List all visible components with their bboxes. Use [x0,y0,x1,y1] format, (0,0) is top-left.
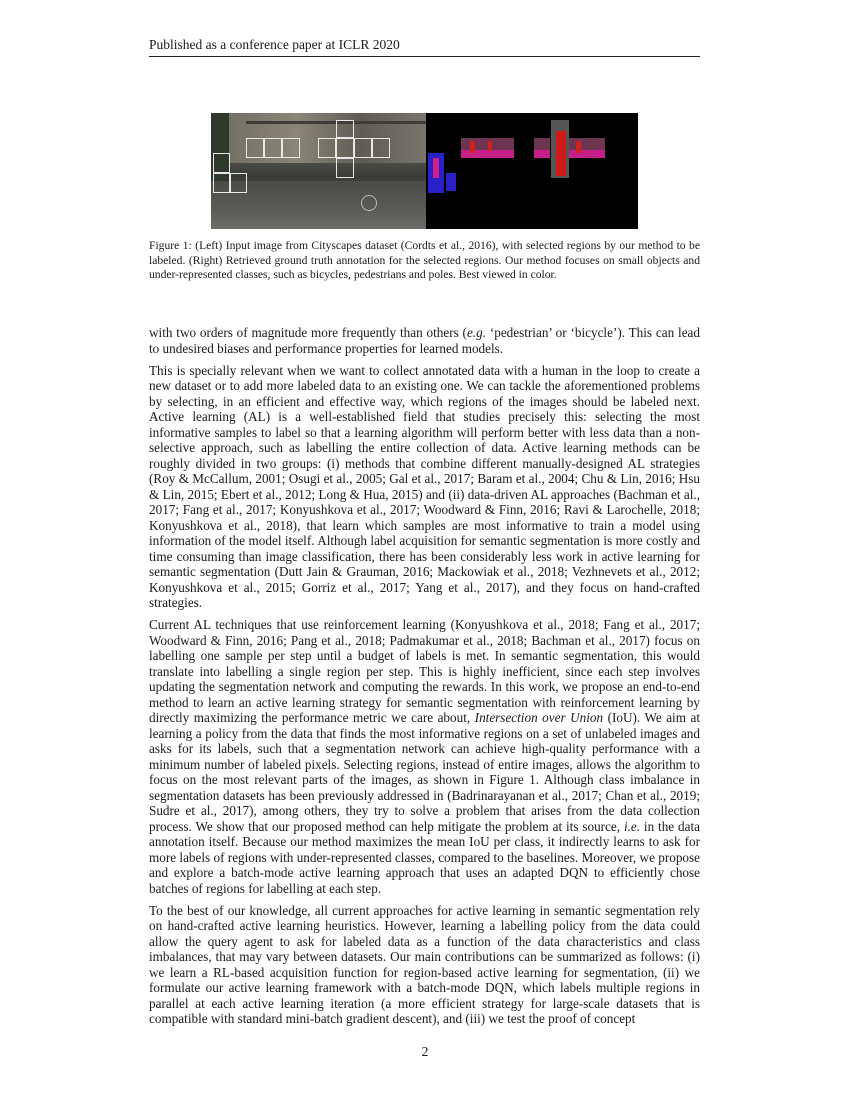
ground-truth-annotation [426,113,638,229]
selected-region [264,138,282,158]
text-run: To the best of our knowledge, all current approaches for active learning in semantic segmentation rely on hand-crafted active learning heuristics. However, learning a labelling policy from the data could allow the query agent to ask for labeled data as a function of the data characteristics and class imbalances, that may vary between datasets. Our main contributions can be summarized as follows: (i) we learn a RL-based acquisition function for region-based active learning for segmentation, (ii) we formulate our active learning framework with a batch-mode DQN, which labels multiple regions in parallel at each active learning iteration (a more efficient strategy for large-scale datasets that is compatible with standard mini-batch gradient descent), and (iii) we test the proof of concept [149,902,700,1026]
figure-caption: Figure 1: (Left) Input image from Cityscapes dataset (Cordts et al., 2016), with selected regions by our method to be labeled. (Right) Retrieved ground truth annotation for the selected regions. Our method focuses on small objects and under-represented classes, such as bicycles, pedestrians and poles. Best viewed in color. [149,239,700,282]
paragraph [149,325,700,356]
selected-region [230,173,247,193]
selected-region [213,153,230,173]
segment-person [576,141,581,153]
text-run: with two orders of magnitude more frequently than others ( [149,325,467,340]
italic-run: Intersection over Union [474,710,604,725]
italic-run: e.g. [466,325,486,340]
selected-region [336,120,354,138]
paragraph [149,363,700,611]
paragraph [149,617,700,896]
selected-region [336,138,354,158]
segment-car [446,173,456,191]
selected-region [282,138,300,158]
italic-run: i.e. [623,818,641,834]
paragraph [149,903,700,1027]
selected-region [318,138,336,158]
body-text [149,325,700,1033]
selected-region [246,138,264,158]
figure-1 [211,113,638,229]
text-run: ‘pedestrian’ or ‘bicycle’). This can lead to undesired biases and performance properties for learned models. [149,325,700,356]
running-header: Published as a conference paper at ICLR 2020 [149,36,700,57]
selected-region [213,173,230,193]
text-run: Current AL techniques that use reinforcement learning (Konyushkova et al., 2018; Fang et al., 2017; Woodward & Finn, 2016; Pang et al., 2018; Padmakumar et al., 2018; Bachman et al., 2017) focus on labelling one sample per step until a budget of labels is met. In semantic segmentation, this would translate into labelling a single region per step. This is highly inefficient, since each step involves updating the segmentation network and computing the rewards. In this work, we propose an end-to-end method to learn an active learning strategy for semantic segmentation with reinforcement learning by directly maximizing the performance metric we care about, [149,617,700,725]
selected-region [372,138,390,158]
segment-sidewalk [534,150,550,158]
segment-person [470,141,475,153]
segment-sidewalk [433,158,439,178]
segment-sidewalk [569,150,605,158]
input-image [211,113,426,229]
segment-person [488,141,492,151]
page-number: 2 [421,1044,429,1059]
selected-region [336,158,354,178]
text-run: This is specially relevant when we want to collect annotated data with a human in the loop to create a new dataset or to add more labeled data to an existing one. We can tackle the aforementioned problems by selecting, in an efficient and effective way, which regions of the images should be labeled next. Active learning (AL) is a well-established field that studies precisely this: selecting the most informative samples to label so that a learning algorithm will perform better with less data than a non-selective approach, such as labelling the entire collection of data. Active learning methods can be roughly divided in two groups: (i) methods that combine different manually-designed AL strategies (Roy & McCallum, 2001; Osugi et al., 2005; Gal et al., 2017; Baram et al., 2004; Chu & Lin, 2016; Hsu & Lin, 2015; Ebert et al., 2012; Long & Hua, 2015) and (ii) data-driven AL approaches (Bachman et al., 2017; Fang et al., 2017; Konyushkova et al., 2017; Woodward & Finn, 2016; Ravi & Larochelle, 2018; Konyushkova et al., 2018), that learn which samples are most informative to train a model using information of the model itself. Although label acquisition for semantic segmentation is more costly and time consuming than image classification, there has been considerably less work in active learning for semantic segmentation (Dutt Jain & Grauman, 2016; Mackowiak et al., 2018; Vezhnevets et al., 2012; Konyushkova et al., 2015; Gorriz et al., 2017; Yang et al., 2017), and they focus on hand-crafted strategies. [149,362,700,610]
segment-sidewalk [461,150,514,158]
selected-region [354,138,372,158]
text-run: (IoU). We aim at learning a policy from the data that finds the most informative regions on a set of unlabeled images and asks for its labels, such that a segmentation network can achieve high-quality performance with a minimum number of labeled pixels. Selecting regions, instead of entire images, allows the algorithm to focus on the most relevant parts of the images, as shown in Figure 1. Although class imbalance in segmentation datasets has been previously addressed in (Badrinarayanan et al., 2017; Chan et al., 2019; Sudre et al., 2017), among others, they try to solve a problem that arises from the data collection process. We show that our proposed method can help mitigate the problem at its source, [149,710,700,834]
segment-pedestrian [556,131,566,176]
car-logo [361,195,377,211]
text-run: in the data annotation itself. Because our method maximizes the mean IoU per class, it indirectly learns to ask for more labels of regions with under-represented classes, compared to the baselines. Moreover, we propose and explore a batch-mode active learning approach that uses an adapted DQN to efficiently chose batches of regions for labelling at each step. [149,818,700,896]
